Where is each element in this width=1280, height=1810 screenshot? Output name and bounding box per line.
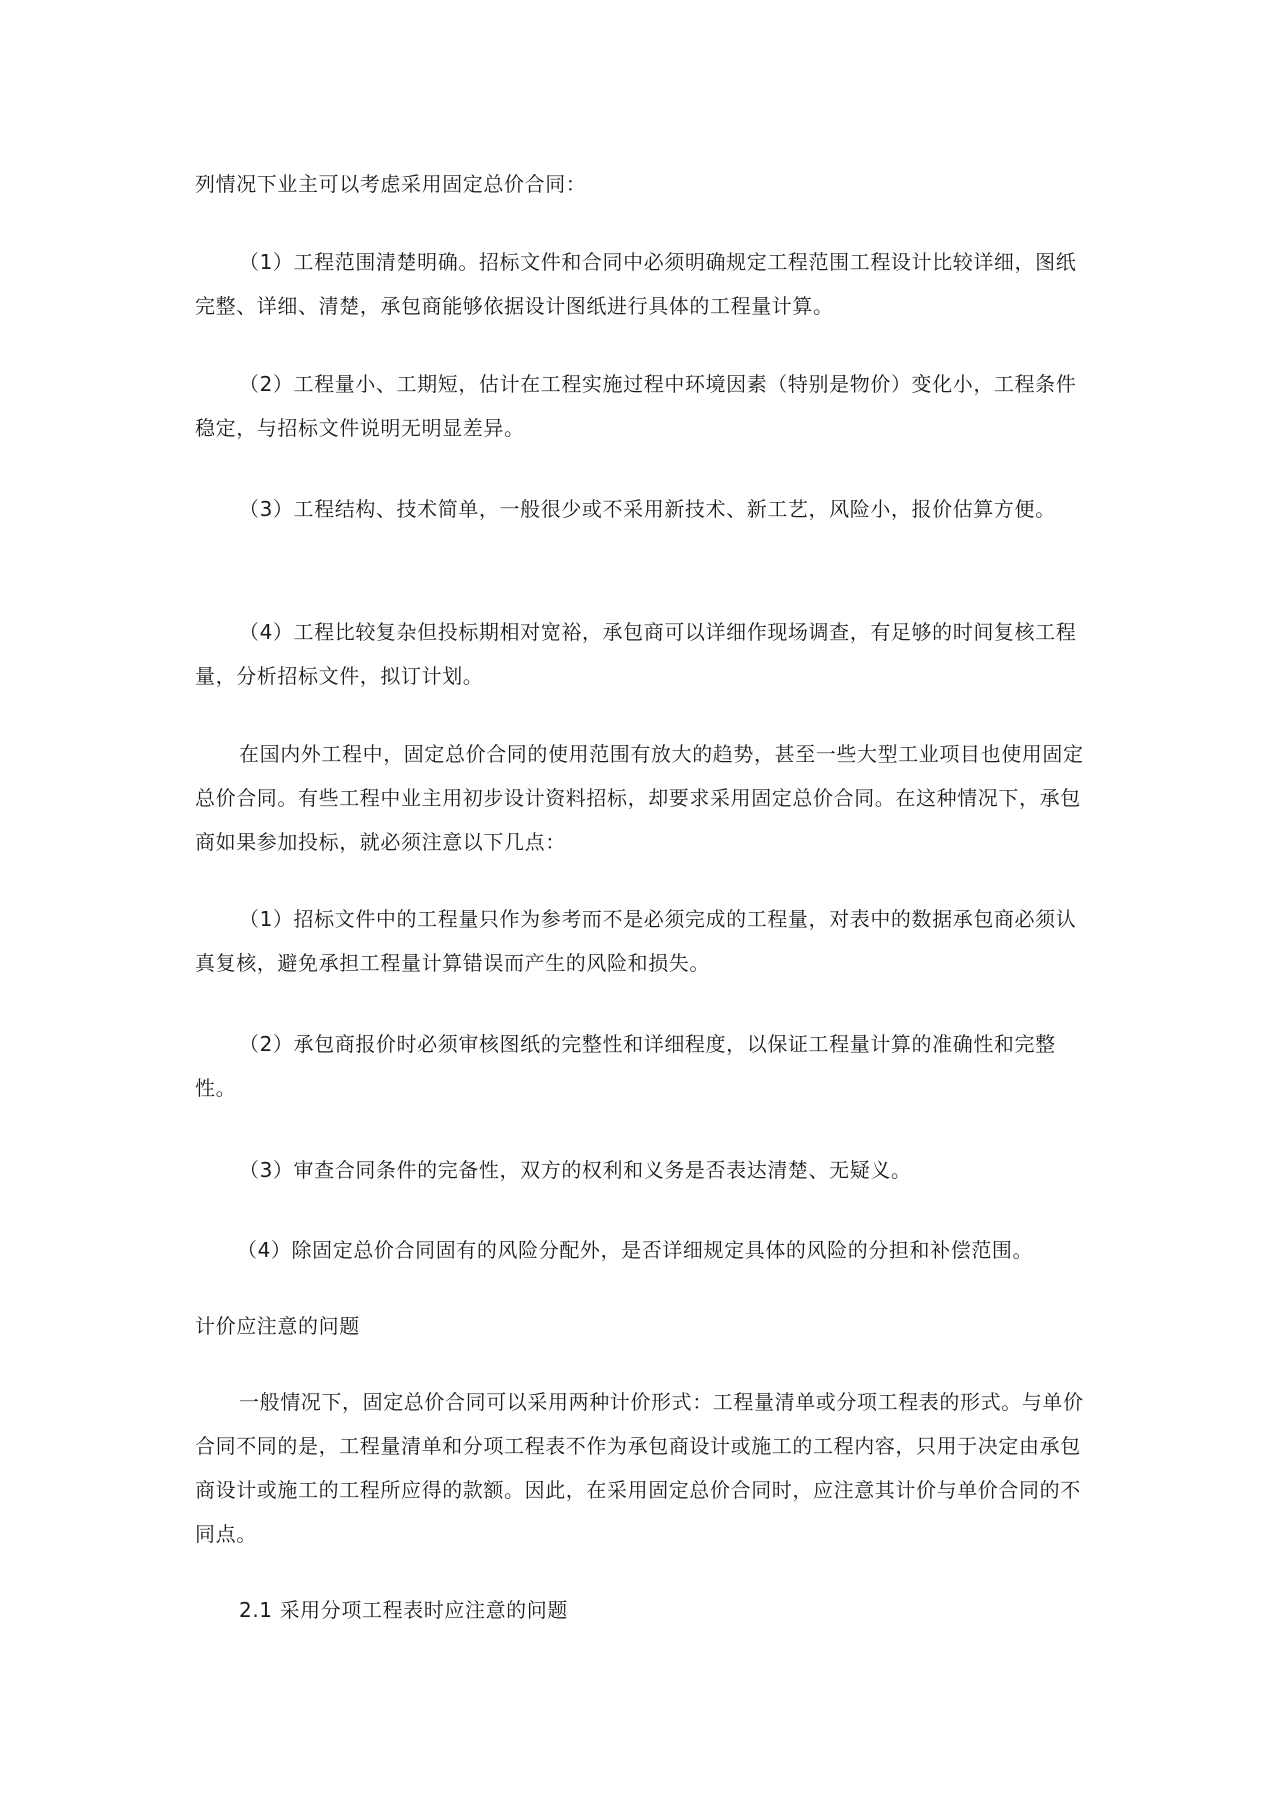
paragraph-intro: 列情况下业主可以考虑采用固定总价合同： <box>195 172 587 196</box>
paragraph-note-3: （3）审查合同条件的完备性，双方的权利和义务是否表达清楚、无疑义。 <box>239 1158 912 1182</box>
paragraph-note-1: （1）招标文件中的工程量只作为参考而不是必须完成的工程量，对表中的数据承包商必须认真复核，避免承担工程量计算错误而产生的风险和损失。 <box>195 907 1077 975</box>
paragraph-condition-4: （4）工程比较复杂但投标期相对宽裕，承包商可以详细作现场调查，有足够的时间复核工程量，分析招标文件，拟订计划。 <box>195 620 1077 688</box>
paragraph-condition-1: （1）工程范围清楚明确。招标文件和合同中必须明确规定工程范围工程设计比较详细，图纸完整、详细、清楚，承包商能够依据设计图纸进行具体的工程量计算。 <box>195 250 1077 318</box>
paragraph-pricing-forms: 一般情况下，固定总价合同可以采用两种计价形式：工程量清单或分项工程表的形式。与单价合同不同的是，工程量清单和分项工程表不作为承包商设计或施工的工程内容，只用于决定由承包商设计或施工的工程所应得的款额。因此，在采用固定总价合同时，应注意其计价与单价合同的不同点。 <box>195 1390 1084 1546</box>
paragraph-note-2: （2）承包商报价时必须审核图纸的完整性和详细程度，以保证工程量计算的准确性和完整性。 <box>195 1032 1056 1100</box>
subsection-heading-2-1: 2.1 采用分项工程表时应注意的问题 <box>239 1598 568 1622</box>
paragraph-condition-3: （3）工程结构、技术简单，一般很少或不采用新技术、新工艺，风险小，报价估算方便。 <box>239 497 1056 521</box>
paragraph-domestic-foreign: 在国内外工程中，固定总价合同的使用范围有放大的趋势，甚至一些大型工业项目也使用固定总价合同。有些工程中业主用初步设计资料招标，却要求采用固定总价合同。在这种情况下，承包商如果参加投标，就必须注意以下几点： <box>195 742 1084 854</box>
paragraph-note-4: （4）除固定总价合同固有的风险分配外，是否详细规定具体的风险的分担和补偿范围。 <box>237 1238 1034 1262</box>
paragraph-condition-2: （2）工程量小、工期短，估计在工程实施过程中环境因素（特别是物价）变化小，工程条件稳定，与招标文件说明无明显差异。 <box>195 372 1077 440</box>
section-heading-pricing: 计价应注意的问题 <box>195 1314 360 1338</box>
